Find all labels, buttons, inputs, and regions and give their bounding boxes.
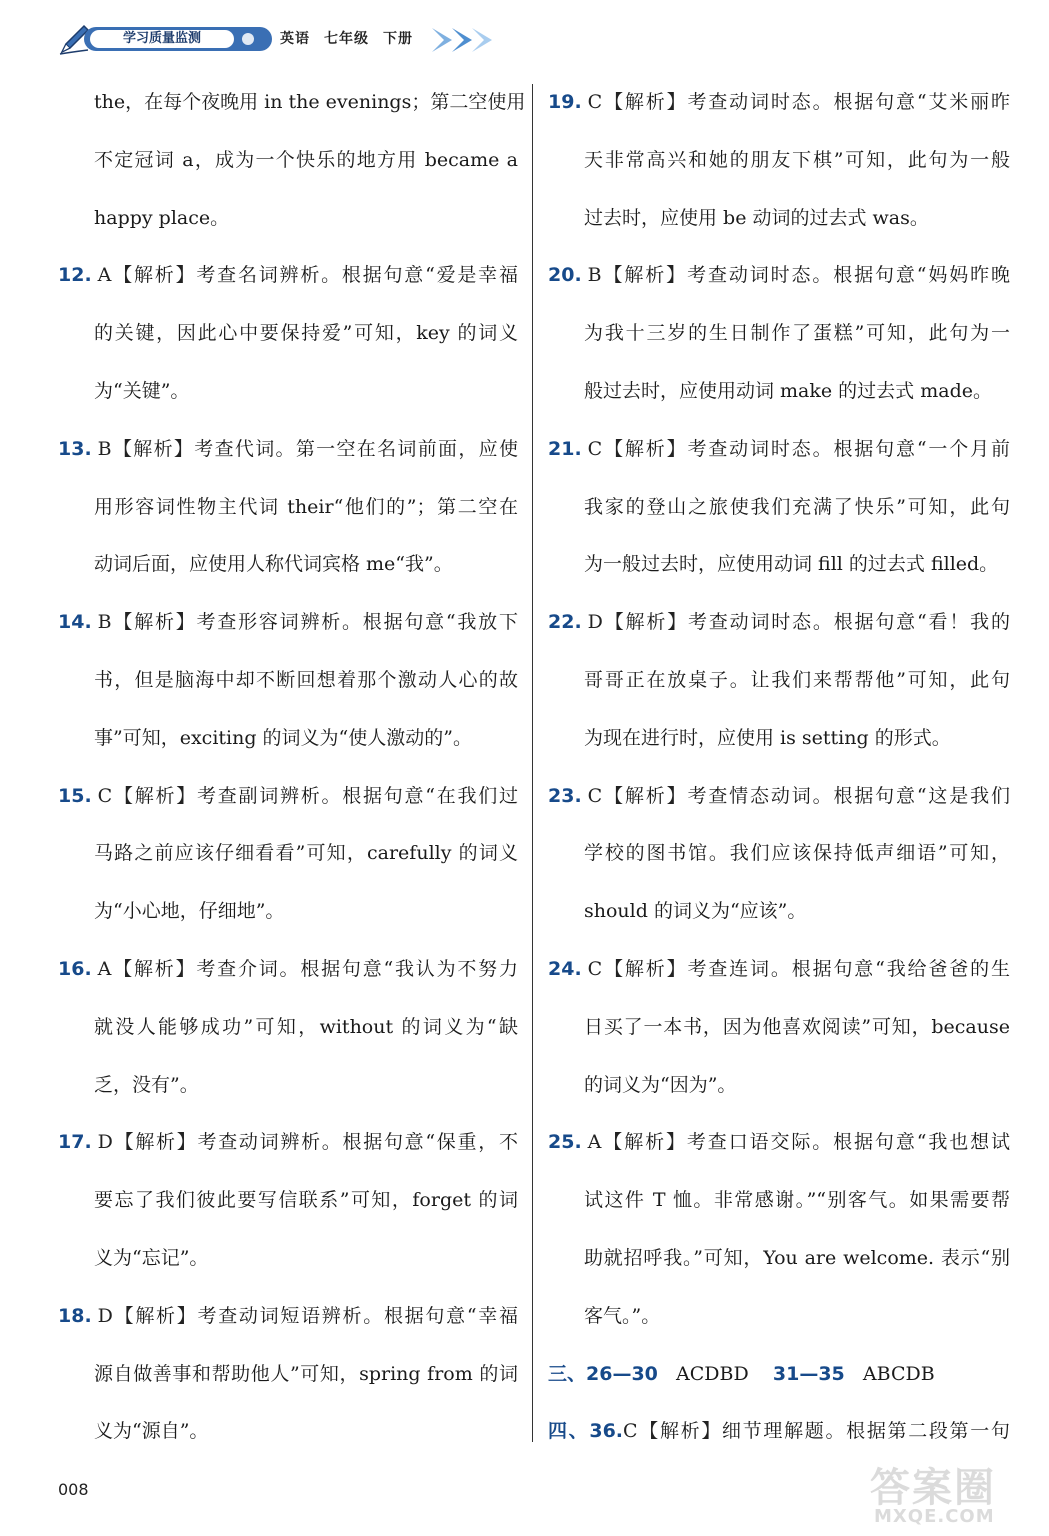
question-number: 12.: [58, 264, 92, 287]
question-number: 25.: [548, 1131, 582, 1154]
answer-letter: B: [587, 264, 602, 287]
text-line: 要忘了我们彼此要写信联系”可知，forget 的词: [94, 1189, 518, 1212]
answer-item-13: [58, 421, 518, 594]
question-number: 21.: [548, 437, 582, 460]
question-number: 16.: [58, 957, 92, 980]
bracket-open: 【: [602, 437, 625, 460]
answer-letter: C: [623, 1420, 638, 1443]
bracket-open: 【: [111, 957, 134, 980]
page-header: [58, 22, 458, 56]
analysis-label: 解析: [134, 264, 176, 287]
analysis-label: 解析: [624, 264, 667, 287]
text-line: 日买了一本书，因为他喜欢阅读”可知，because: [584, 1015, 1010, 1038]
text-line: 考查动词时态。根据句意“看！我的: [688, 611, 1010, 634]
watermark-domain: MXQE.COM: [874, 1506, 995, 1527]
question-number: 20.: [548, 264, 582, 287]
text-line: 就没人能够成功”可知，without 的词义为“缺: [94, 1015, 518, 1038]
right-column: [548, 74, 1010, 1461]
text-line: 学校的图书馆。我们应该保持低声细语”可知，: [584, 842, 1010, 865]
text-line: 般过去时，应使用动词 make 的过去式 made。: [584, 379, 992, 402]
left-column: [58, 74, 526, 1461]
text-line: 考查形容词辨析。根据句意“我放下: [196, 611, 518, 634]
bracket-open: 【: [601, 264, 625, 287]
section-label: 四、36.: [548, 1420, 624, 1443]
bracket-open: 【: [112, 1304, 136, 1327]
analysis-label: 解析: [135, 1131, 177, 1154]
bracket-close: 】: [666, 784, 688, 807]
bracket-open: 【: [112, 1131, 136, 1154]
text-line: 乏，没有”。: [94, 1073, 199, 1096]
answer-letter: A: [97, 264, 112, 287]
question-number: 19.: [548, 91, 582, 113]
text-line: should 的词义为“应该”。: [584, 900, 807, 923]
text-line: 考查名词辨析。根据句意“爱是幸福: [196, 264, 518, 287]
answer-sequence: ACDBD: [676, 1362, 749, 1385]
analysis-label: 解析: [659, 1420, 702, 1443]
tag-dot-icon: [242, 33, 254, 45]
text-line: 为我十三岁的生日制作了蛋糕”可知，此句为一: [584, 322, 1010, 345]
question-number: 23.: [548, 784, 582, 807]
text-line: 考查情态动词。根据句意“这是我们: [687, 784, 1010, 807]
analysis-label: 解析: [625, 611, 668, 634]
answer-letter: C: [587, 784, 603, 807]
answer-item-15: [58, 768, 518, 941]
text-line: 试这件 T 恤。非常感谢。”“别客气。如果需要帮: [584, 1189, 1010, 1212]
text-line: 助就招呼我。”可知，You are welcome. 表示“别: [584, 1246, 1010, 1269]
analysis-label: 解析: [624, 437, 667, 460]
bracket-open: 【: [111, 264, 134, 287]
page-number: 008: [58, 1480, 89, 1499]
text-line: 天非常高兴和她的朋友下棋”可知，此句为一般: [584, 148, 1010, 171]
volume-label: 下册: [383, 31, 413, 47]
answer-item-20: [548, 247, 1010, 420]
text-line: 为“关键”。: [94, 379, 190, 402]
answer-letter: D: [587, 611, 603, 634]
analysis-label: 解析: [135, 1304, 177, 1327]
bracket-open: 【: [601, 1131, 625, 1154]
answer-letter: A: [587, 1131, 602, 1154]
text-line: 义为“源自”。: [94, 1420, 209, 1443]
bracket-close: 】: [175, 264, 197, 287]
bracket-close: 】: [175, 957, 197, 980]
section-four-item-36: [548, 1403, 1010, 1461]
question-number: 13.: [58, 437, 92, 460]
question-number: 18.: [58, 1304, 92, 1327]
text-line: 细节理解题。根据第二段第一句: [722, 1420, 1010, 1443]
question-number: 14.: [58, 611, 92, 634]
text-line: 过去时，应使用 be 动词的过去式 was。: [584, 206, 929, 229]
bracket-close: 】: [176, 1131, 198, 1154]
text-line: 考查副词辨析。根据句意“在我们过: [197, 784, 518, 807]
text-line: 用形容词性物主代词 their“他们的”；第二空在: [94, 495, 518, 518]
text-line: 为“小心地，仔细地”。: [94, 900, 285, 923]
text-line: the，在每个夜晚用 in the evenings；第二空使用: [94, 91, 526, 113]
bracket-close: 】: [666, 264, 688, 287]
answer-letter: A: [97, 957, 112, 980]
text-line: 马路之前应该仔细看看”可知，carefully 的词义: [94, 842, 518, 865]
grade-label: 七年级: [324, 31, 369, 47]
text-line: 我家的登山之旅使我们充满了快乐”可知，此句: [584, 495, 1010, 518]
text-line: 考查介词。根据句意“我认为不努力: [196, 957, 518, 980]
answer-item-16: [58, 941, 518, 1114]
analysis-label: 解析: [624, 1131, 666, 1154]
analysis-label: 解析: [134, 957, 176, 980]
text-line: 的词义为“因为”。: [584, 1073, 737, 1096]
text-line: 哥哥正在放桌子。让我们来帮帮他”可知，此句: [584, 668, 1010, 691]
bracket-close: 】: [667, 611, 689, 634]
answer-letter: C: [587, 957, 603, 980]
bracket-close: 】: [666, 1131, 687, 1154]
bracket-close: 】: [666, 437, 688, 460]
header-subject: [280, 28, 427, 48]
text-line: 考查动词短语辨析。根据句意“幸福: [197, 1304, 518, 1327]
answer-letter: D: [97, 1131, 113, 1154]
text-line: 书，但是脑海中却不断回想着那个激动人心的故: [94, 668, 518, 691]
header-tag-label: 学习质量监测: [90, 30, 234, 48]
text-line: 考查动词时态。根据句意“一个月前: [687, 437, 1010, 460]
text-line: 不定冠词 a，成为一个快乐的地方用 became a: [94, 148, 518, 171]
text-line: 的关键，因此心中要保持爱”可知，key 的词义: [94, 322, 518, 345]
bracket-open: 【: [602, 611, 626, 634]
watermark-text: 答案圈: [870, 1465, 996, 1511]
bracket-open: 【: [602, 91, 625, 113]
bracket-close: 】: [666, 91, 688, 113]
answer-letter: C: [587, 437, 603, 460]
question-number: 22.: [548, 611, 582, 634]
text-line: 考查代词。第一空在名词前面，应使: [194, 437, 518, 460]
answer-item-23: [548, 768, 1010, 941]
header-tag: [84, 27, 272, 51]
section-label: 31—35: [772, 1362, 845, 1385]
question-number: 24.: [548, 957, 582, 980]
analysis-label: 解析: [134, 784, 177, 807]
bracket-close: 】: [666, 957, 688, 980]
bracket-open: 【: [111, 611, 135, 634]
bracket-open: 【: [637, 1420, 660, 1443]
answer-item-17: [58, 1114, 518, 1287]
bracket-close: 】: [173, 437, 195, 460]
bracket-close: 】: [176, 1304, 198, 1327]
answer-item-12: [58, 247, 518, 420]
answer-letter: C: [587, 91, 603, 113]
section-label: 三、26—30: [548, 1362, 658, 1385]
bracket-close: 】: [176, 784, 198, 807]
answer-item-22: [548, 594, 1010, 767]
answer-item-25: [548, 1114, 1010, 1345]
text-line: 义为“忘记”。: [94, 1246, 209, 1269]
answer-item-24: [548, 941, 1010, 1114]
answer-letter: D: [97, 1304, 113, 1327]
text-line: 为一般过去时，应使用动词 fill 的过去式 filled。: [584, 553, 999, 576]
bracket-open: 【: [112, 784, 135, 807]
bracket-close: 】: [175, 611, 197, 634]
text-line: 动词后面，应使用人称代词宾格 me“我”。: [94, 553, 453, 576]
subject-label: 英语: [280, 31, 310, 47]
text-line: 客气。”。: [584, 1304, 661, 1327]
text-line: 考查动词时态。根据句意“艾米丽昨: [687, 91, 1010, 113]
answer-item-18: [58, 1288, 518, 1461]
text-line: happy place。: [94, 206, 230, 229]
column-divider: [532, 84, 533, 1442]
text-line: 考查动词时态。根据句意“妈妈昨晚: [687, 264, 1010, 287]
text-line: 源自做善事和帮助他人”可知，spring from 的词: [94, 1362, 518, 1385]
watermark-logo: [870, 1456, 1045, 1534]
question-number: 17.: [58, 1131, 92, 1154]
answer-item-21: [548, 421, 1010, 594]
answer-item-19: [548, 74, 1010, 247]
bracket-open: 【: [602, 957, 625, 980]
text-line: 考查口语交际。根据句意“我也想试: [686, 1131, 1010, 1154]
answer-item-14: [58, 594, 518, 767]
section-three-answers: [548, 1346, 1010, 1404]
text-line: 考查连词。根据句意“我给爸爸的生: [687, 957, 1010, 980]
text-line: 考查动词辨析。根据句意“保重，不: [197, 1131, 518, 1154]
analysis-label: 解析: [134, 611, 176, 634]
question-number: 15.: [58, 784, 92, 807]
bracket-open: 【: [602, 784, 625, 807]
answer-letter: B: [97, 437, 112, 460]
answer-letter: B: [97, 611, 112, 634]
answer-sequence: ABCDB: [862, 1362, 935, 1385]
bracket-close: 】: [701, 1420, 723, 1443]
analysis-label: 解析: [624, 91, 667, 113]
text-line: 为现在进行时，应使用 is setting 的形式。: [584, 726, 951, 749]
bracket-open: 【: [111, 437, 134, 460]
analysis-label: 解析: [624, 784, 667, 807]
analysis-label: 解析: [624, 957, 667, 980]
double-chevron-icon: [430, 26, 506, 54]
answer-letter: C: [97, 784, 113, 807]
text-line: 事”可知，exciting 的词义为“使人激动的”。: [94, 726, 472, 749]
analysis-label: 解析: [133, 437, 174, 460]
